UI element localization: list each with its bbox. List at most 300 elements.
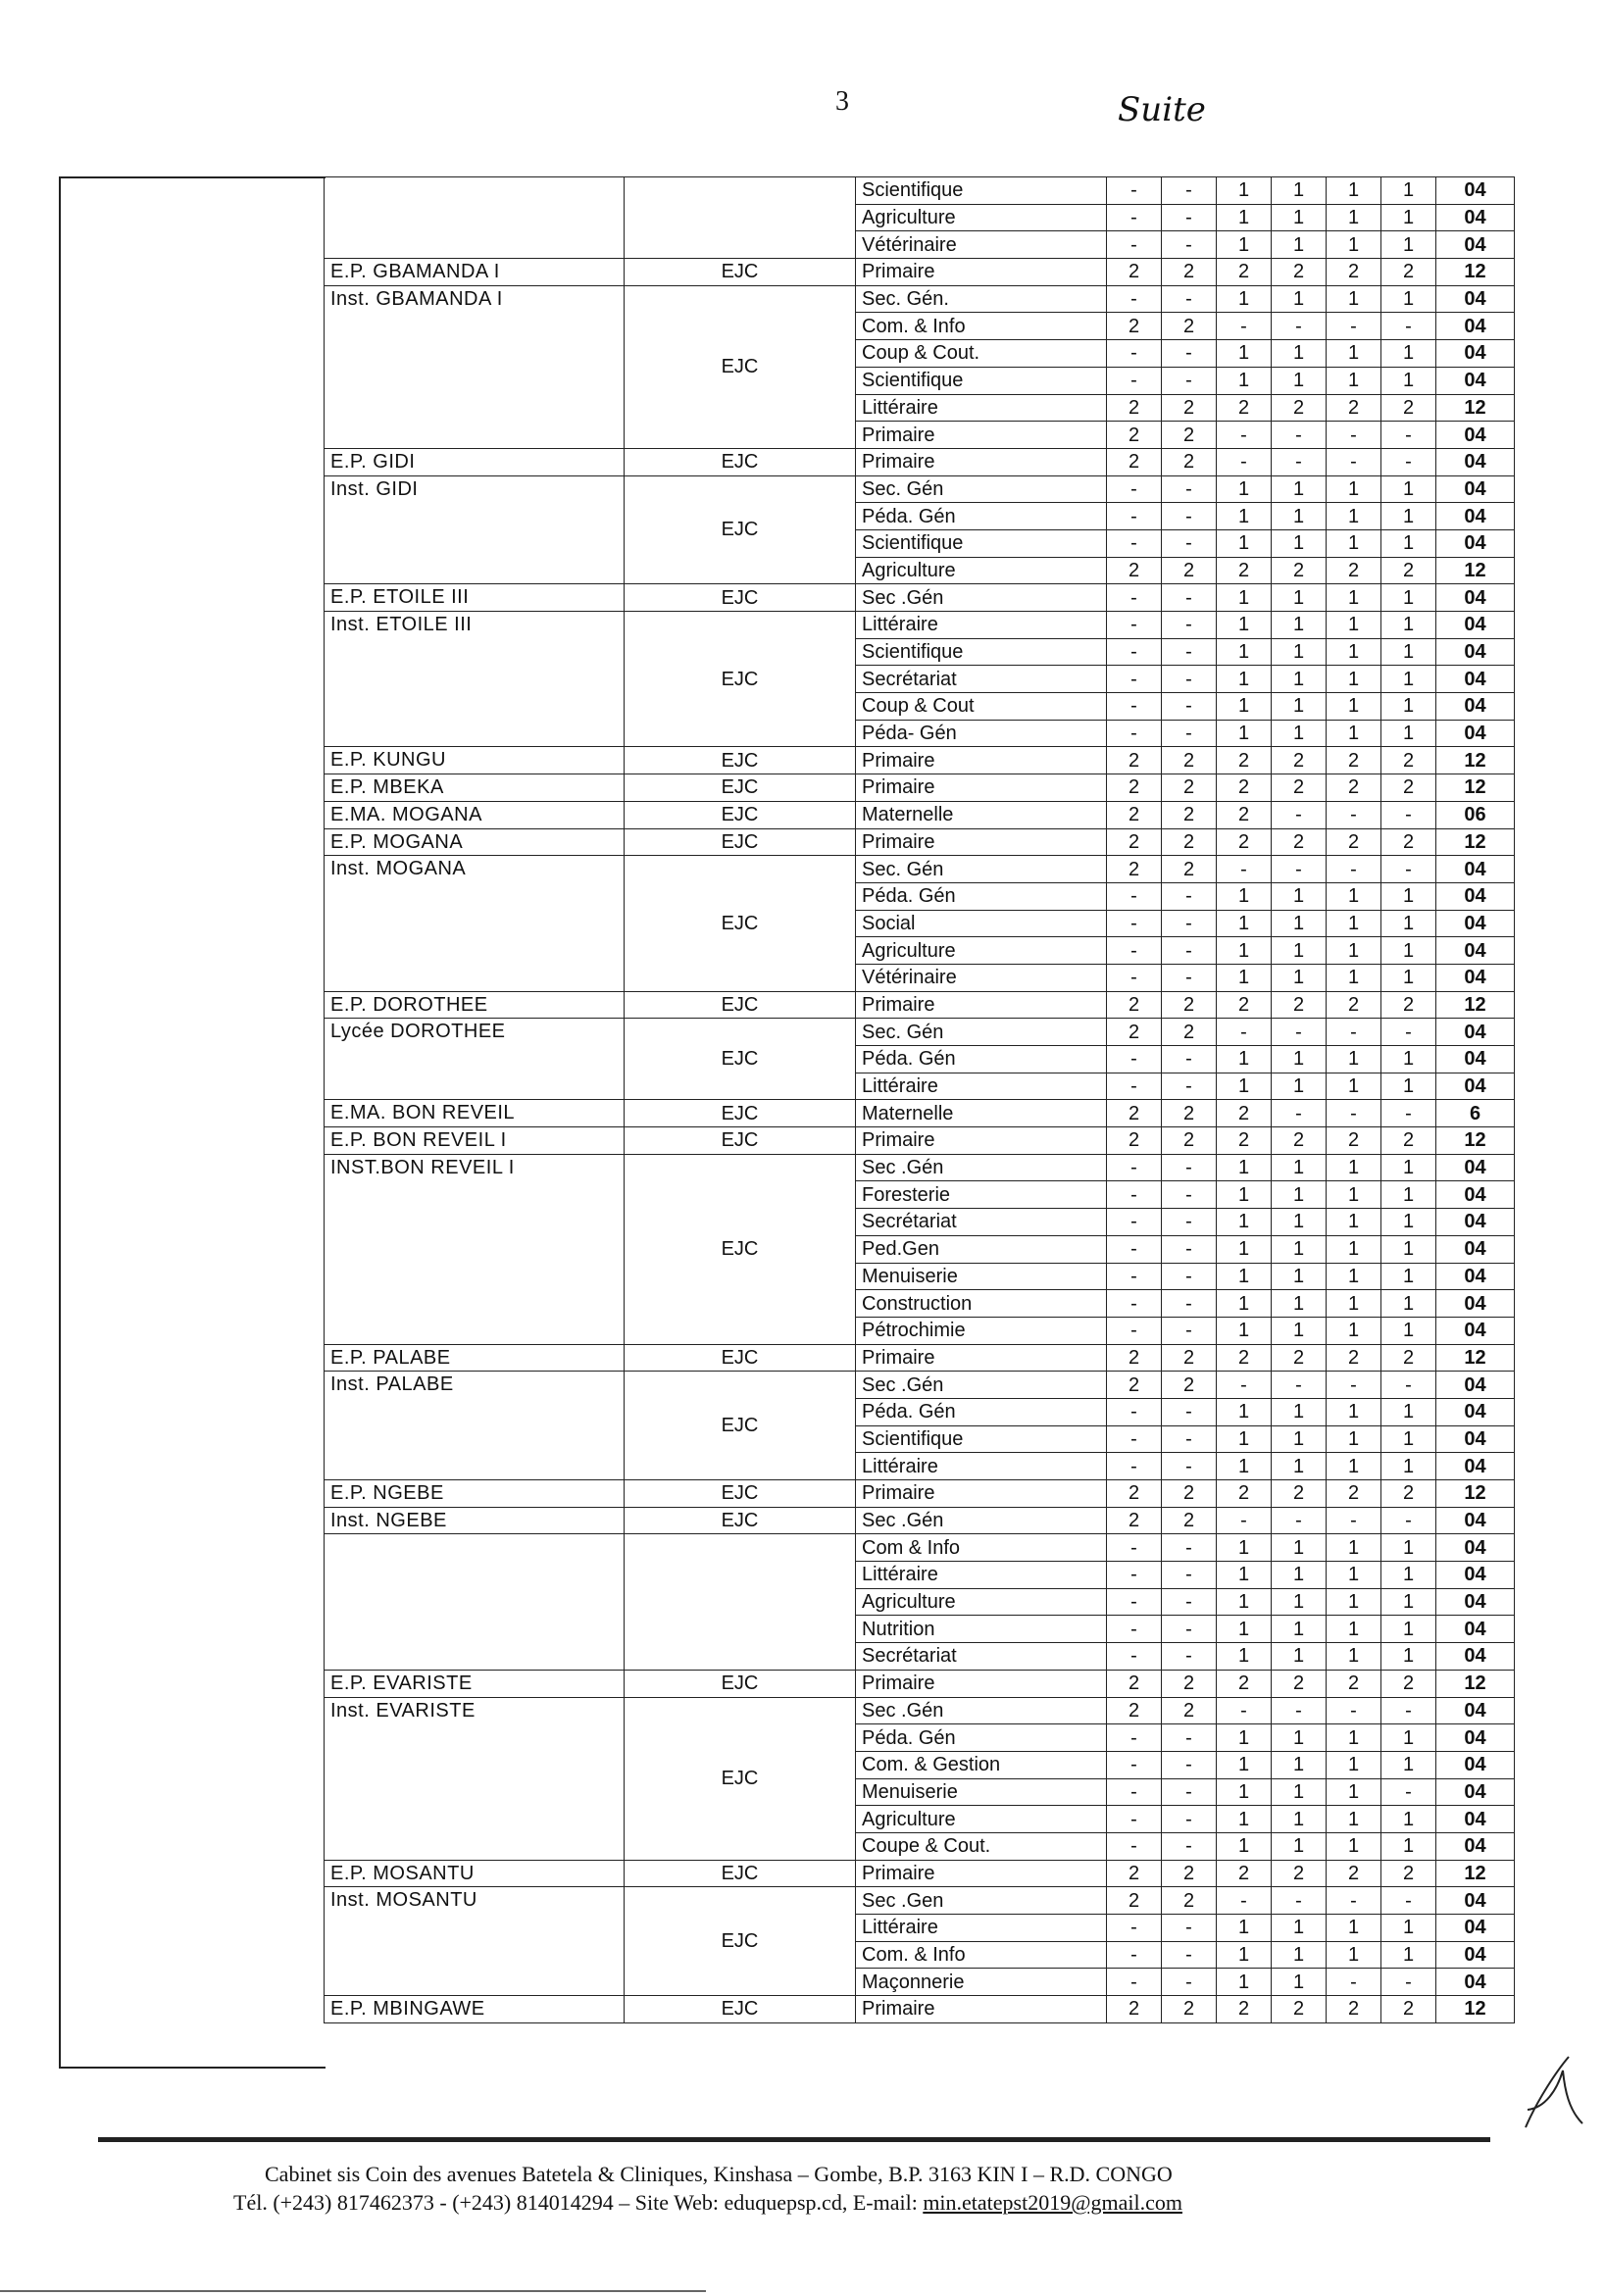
page-bottom-line	[0, 2290, 706, 2292]
class-count: 1	[1381, 1751, 1436, 1778]
class-count: 1	[1327, 1046, 1381, 1073]
option-name: Nutrition	[856, 1616, 1107, 1643]
class-count: -	[1107, 584, 1162, 612]
class-count: -	[1162, 475, 1217, 503]
regime: EJC	[625, 747, 856, 774]
class-count: -	[1107, 1046, 1162, 1073]
class-count: 2	[1217, 801, 1272, 828]
class-count: 2	[1381, 394, 1436, 422]
class-count: 2	[1327, 557, 1381, 584]
total-cell: 04	[1436, 1209, 1515, 1236]
class-count: -	[1381, 1372, 1436, 1399]
class-count: -	[1107, 1235, 1162, 1263]
class-count: 1	[1272, 1154, 1327, 1181]
total-cell: 6	[1436, 1100, 1515, 1127]
class-count: 1	[1217, 204, 1272, 231]
class-count: 1	[1327, 1941, 1381, 1969]
class-count: -	[1272, 422, 1327, 449]
option-name: Coup & Cout.	[856, 340, 1107, 368]
class-count: 1	[1272, 340, 1327, 368]
class-count: -	[1162, 964, 1217, 991]
class-count: -	[1107, 1616, 1162, 1643]
table-row	[325, 991, 1515, 1019]
class-count: 1	[1381, 1290, 1436, 1318]
table-row	[325, 1344, 1515, 1372]
class-count: 2	[1162, 394, 1217, 422]
option-name: Péda. Gén	[856, 1398, 1107, 1425]
class-count: 2	[1272, 1670, 1327, 1697]
school-name: Inst. PALABE	[325, 1372, 625, 1480]
class-count: 2	[1217, 557, 1272, 584]
class-count: 2	[1162, 747, 1217, 774]
class-count: 1	[1217, 1154, 1272, 1181]
total-cell: 04	[1436, 340, 1515, 368]
class-count: -	[1162, 1562, 1217, 1589]
class-count: -	[1162, 1290, 1217, 1318]
class-count: 2	[1272, 828, 1327, 856]
class-count: 1	[1272, 720, 1327, 747]
option-name: Péda. Gén	[856, 1046, 1107, 1073]
class-count: 2	[1381, 991, 1436, 1019]
class-count: 1	[1272, 1209, 1327, 1236]
class-count: -	[1162, 910, 1217, 937]
class-count: 2	[1162, 1697, 1217, 1724]
regime: EJC	[625, 856, 856, 991]
total-cell: 04	[1436, 1562, 1515, 1589]
total-cell: 04	[1436, 666, 1515, 693]
school-name: E.P. GIDI	[325, 448, 625, 475]
class-count: 2	[1272, 394, 1327, 422]
school-name: Inst. MOSANTU	[325, 1887, 625, 1996]
class-count: 1	[1217, 1941, 1272, 1969]
class-count: -	[1327, 313, 1381, 340]
school-name: E.P. MBINGAWE	[325, 1996, 625, 2023]
class-count: 1	[1272, 1181, 1327, 1209]
class-count: -	[1107, 1832, 1162, 1860]
class-count: -	[1272, 1887, 1327, 1915]
class-count: 1	[1381, 720, 1436, 747]
total-cell: 04	[1436, 720, 1515, 747]
option-name: Primaire	[856, 422, 1107, 449]
total-cell: 04	[1436, 1616, 1515, 1643]
class-count: 2	[1162, 991, 1217, 1019]
class-count: 1	[1217, 1046, 1272, 1073]
class-count: -	[1162, 1969, 1217, 1996]
option-name: Scientifique	[856, 177, 1107, 205]
class-count: -	[1162, 666, 1217, 693]
table-row	[325, 1127, 1515, 1155]
footer-email-link[interactable]: min.etatepst2019@gmail.com	[923, 2190, 1182, 2215]
class-count: 2	[1107, 1480, 1162, 1508]
table-row	[325, 1996, 1515, 2023]
class-count: -	[1162, 1317, 1217, 1344]
class-count: 2	[1327, 1670, 1381, 1697]
table-row	[325, 475, 1515, 503]
class-count: 2	[1107, 448, 1162, 475]
table-row	[325, 259, 1515, 286]
table-row	[325, 747, 1515, 774]
option-name: Construction	[856, 1290, 1107, 1318]
class-count: 2	[1272, 991, 1327, 1019]
class-count: -	[1107, 529, 1162, 557]
class-count: -	[1107, 638, 1162, 666]
class-count: 2	[1327, 1344, 1381, 1372]
total-cell: 06	[1436, 801, 1515, 828]
class-count: 1	[1272, 503, 1327, 530]
total-cell: 04	[1436, 1724, 1515, 1752]
class-count: 1	[1217, 1073, 1272, 1100]
class-count: -	[1217, 422, 1272, 449]
class-count: 1	[1217, 1453, 1272, 1480]
class-count: 2	[1107, 557, 1162, 584]
class-count: -	[1272, 856, 1327, 883]
class-count: 1	[1217, 1724, 1272, 1752]
option-name: Primaire	[856, 774, 1107, 802]
total-cell: 12	[1436, 1860, 1515, 1887]
total-cell: 04	[1436, 638, 1515, 666]
class-count: 2	[1217, 747, 1272, 774]
class-count: -	[1107, 1290, 1162, 1318]
class-count: -	[1162, 1398, 1217, 1425]
class-count: 1	[1217, 1317, 1272, 1344]
class-count: -	[1162, 1724, 1217, 1752]
option-name: Agriculture	[856, 1588, 1107, 1616]
class-count: 1	[1217, 666, 1272, 693]
class-count: -	[1162, 285, 1217, 313]
school-name: E.P. KUNGU	[325, 747, 625, 774]
class-count: 2	[1217, 774, 1272, 802]
class-count: 1	[1327, 1235, 1381, 1263]
class-count: 2	[1217, 1670, 1272, 1697]
class-count: 1	[1272, 1915, 1327, 1942]
class-count: 2	[1107, 259, 1162, 286]
class-count: 1	[1217, 529, 1272, 557]
table-row	[325, 1507, 1515, 1534]
total-cell: 04	[1436, 856, 1515, 883]
class-count: 1	[1272, 1724, 1327, 1752]
school-name: E.P. MBEKA	[325, 774, 625, 802]
class-count: 2	[1217, 259, 1272, 286]
class-count: 1	[1327, 231, 1381, 259]
class-count: 1	[1327, 1724, 1381, 1752]
class-count: 1	[1217, 1643, 1272, 1671]
class-count: -	[1107, 964, 1162, 991]
regime: EJC	[625, 1887, 856, 1996]
option-name: Littéraire	[856, 1453, 1107, 1480]
class-count: -	[1327, 1887, 1381, 1915]
total-cell: 04	[1436, 503, 1515, 530]
total-cell: 04	[1436, 1046, 1515, 1073]
class-count: 2	[1107, 1344, 1162, 1372]
class-count: -	[1217, 1507, 1272, 1534]
class-count: -	[1272, 1372, 1327, 1399]
class-count: 2	[1327, 774, 1381, 802]
total-cell: 12	[1436, 1996, 1515, 2023]
signature-mark	[1518, 2051, 1586, 2139]
option-name: Ped.Gen	[856, 1235, 1107, 1263]
option-name: Maternelle	[856, 1100, 1107, 1127]
class-count: 2	[1107, 801, 1162, 828]
footer-contact-text: Tél. (+243) 817462373 - (+243) 814014294 – Site Web: eduquepsp.cd, E-mail:	[233, 2190, 924, 2215]
table-row	[325, 1480, 1515, 1508]
class-count: -	[1107, 204, 1162, 231]
class-count: 1	[1381, 367, 1436, 394]
class-count: -	[1381, 801, 1436, 828]
option-name: Primaire	[856, 1344, 1107, 1372]
class-count: 2	[1272, 1127, 1327, 1155]
option-name: Secrétariat	[856, 1209, 1107, 1236]
regime: EJC	[625, 801, 856, 828]
class-count: -	[1217, 1019, 1272, 1046]
table-row	[325, 828, 1515, 856]
class-count: 1	[1327, 1534, 1381, 1562]
class-count: 1	[1327, 503, 1381, 530]
class-count: -	[1381, 1697, 1436, 1724]
class-count: 1	[1381, 666, 1436, 693]
class-count: -	[1107, 1534, 1162, 1562]
class-count: 1	[1217, 910, 1272, 937]
class-count: 1	[1272, 529, 1327, 557]
class-count: 1	[1381, 1154, 1436, 1181]
class-count: 2	[1107, 747, 1162, 774]
school-name: E.P. NGEBE	[325, 1480, 625, 1508]
school-name: E.P. ETOILE III	[325, 584, 625, 612]
class-count: 1	[1217, 1534, 1272, 1562]
class-count: -	[1162, 1643, 1217, 1671]
school-name: E.P. BON REVEIL I	[325, 1127, 625, 1155]
class-count: 2	[1381, 828, 1436, 856]
class-count: -	[1162, 1154, 1217, 1181]
total-cell: 04	[1436, 1588, 1515, 1616]
class-count: 2	[1217, 1127, 1272, 1155]
school-name: Inst. ETOILE III	[325, 612, 625, 747]
class-count: 1	[1381, 882, 1436, 910]
class-count: 1	[1327, 1263, 1381, 1290]
class-count: 1	[1217, 231, 1272, 259]
option-name: Sec. Gén	[856, 1019, 1107, 1046]
class-count: -	[1107, 1643, 1162, 1671]
class-count: 2	[1107, 1697, 1162, 1724]
class-count: 2	[1272, 259, 1327, 286]
footer-contact	[233, 2190, 1371, 2216]
class-count: -	[1162, 1534, 1217, 1562]
table-row	[325, 612, 1515, 639]
regime: EJC	[625, 1860, 856, 1887]
class-count: -	[1162, 612, 1217, 639]
class-count: 1	[1327, 964, 1381, 991]
total-cell: 04	[1436, 1643, 1515, 1671]
class-count: 1	[1327, 720, 1381, 747]
class-count: 1	[1327, 1425, 1381, 1453]
regime: EJC	[625, 774, 856, 802]
class-count: 2	[1162, 1127, 1217, 1155]
option-name: Sec. Gén.	[856, 285, 1107, 313]
class-count: 1	[1327, 1778, 1381, 1806]
total-cell: 12	[1436, 1670, 1515, 1697]
total-cell: 04	[1436, 1832, 1515, 1860]
class-count: 2	[1162, 1372, 1217, 1399]
class-count: 1	[1381, 584, 1436, 612]
option-name: Sec. Gén	[856, 856, 1107, 883]
class-count: 1	[1381, 1398, 1436, 1425]
option-name: Sec .Gen	[856, 1887, 1107, 1915]
class-count: 1	[1272, 1616, 1327, 1643]
class-count: 2	[1162, 313, 1217, 340]
class-count: -	[1107, 231, 1162, 259]
class-count: -	[1162, 584, 1217, 612]
class-count: 1	[1272, 1562, 1327, 1589]
class-count: 2	[1327, 1127, 1381, 1155]
class-count: 2	[1107, 1507, 1162, 1534]
total-cell: 04	[1436, 693, 1515, 721]
total-cell: 04	[1436, 422, 1515, 449]
class-count: 1	[1217, 177, 1272, 205]
option-name: Primaire	[856, 747, 1107, 774]
option-name: Pétrochimie	[856, 1317, 1107, 1344]
class-count: 1	[1381, 1588, 1436, 1616]
total-cell: 12	[1436, 828, 1515, 856]
total-cell: 04	[1436, 1317, 1515, 1344]
table-row	[325, 801, 1515, 828]
class-count: 1	[1327, 1317, 1381, 1344]
class-count: 2	[1381, 1127, 1436, 1155]
option-name: Primaire	[856, 1480, 1107, 1508]
school-name: E.P. MOGANA	[325, 828, 625, 856]
class-count: 2	[1107, 1100, 1162, 1127]
class-count: 2	[1381, 1996, 1436, 2023]
class-count: 2	[1217, 394, 1272, 422]
class-count: 1	[1272, 1046, 1327, 1073]
class-count: 1	[1327, 475, 1381, 503]
class-count: 2	[1162, 1100, 1217, 1127]
class-count: 1	[1272, 1398, 1327, 1425]
total-cell: 12	[1436, 1480, 1515, 1508]
total-cell: 04	[1436, 612, 1515, 639]
class-count: -	[1381, 422, 1436, 449]
class-count: -	[1162, 882, 1217, 910]
option-name: Com. & Info	[856, 313, 1107, 340]
class-count: -	[1107, 1562, 1162, 1589]
option-name: Foresterie	[856, 1181, 1107, 1209]
class-count: 1	[1381, 204, 1436, 231]
class-count: 2	[1327, 1996, 1381, 2023]
school-name: E.P. PALABE	[325, 1344, 625, 1372]
table-row	[325, 774, 1515, 802]
total-cell: 12	[1436, 1127, 1515, 1155]
class-count: 2	[1327, 259, 1381, 286]
option-name: Secrétariat	[856, 666, 1107, 693]
class-count: -	[1217, 856, 1272, 883]
class-count: -	[1381, 313, 1436, 340]
option-name: Littéraire	[856, 1562, 1107, 1589]
class-count: 2	[1272, 1860, 1327, 1887]
class-count: 1	[1272, 1425, 1327, 1453]
class-count: 1	[1381, 1643, 1436, 1671]
class-count: 1	[1381, 475, 1436, 503]
total-cell: 04	[1436, 1073, 1515, 1100]
footer-address: Cabinet sis Coin des avenues Batetela & Cliniques, Kinshasa – Gombe, B.P. 3163 KIN I – R.D. CONGO	[265, 2162, 1173, 2186]
total-cell: 04	[1436, 313, 1515, 340]
class-count: -	[1162, 1832, 1217, 1860]
class-count: -	[1327, 1507, 1381, 1534]
class-count: 1	[1272, 910, 1327, 937]
class-count: -	[1162, 1751, 1217, 1778]
class-count: -	[1327, 801, 1381, 828]
class-count: 1	[1381, 910, 1436, 937]
regime: EJC	[625, 1507, 856, 1534]
class-count: -	[1327, 1697, 1381, 1724]
class-count: 1	[1381, 1534, 1436, 1562]
class-count: -	[1107, 503, 1162, 530]
class-count: -	[1272, 1019, 1327, 1046]
class-count: 1	[1327, 340, 1381, 368]
class-count: -	[1107, 1724, 1162, 1752]
class-count: -	[1217, 448, 1272, 475]
class-count: -	[1272, 1507, 1327, 1534]
regime: EJC	[625, 1100, 856, 1127]
total-cell: 12	[1436, 774, 1515, 802]
option-name: Social	[856, 910, 1107, 937]
class-count: -	[1381, 1019, 1436, 1046]
class-count: 2	[1217, 1100, 1272, 1127]
regime: EJC	[625, 448, 856, 475]
class-count: 2	[1162, 1860, 1217, 1887]
class-count: 1	[1327, 1209, 1381, 1236]
class-count: 2	[1327, 828, 1381, 856]
option-name: Sec .Gén	[856, 1154, 1107, 1181]
regime: EJC	[625, 1344, 856, 1372]
class-count: -	[1107, 367, 1162, 394]
class-count: 1	[1217, 285, 1272, 313]
class-count: 2	[1107, 1860, 1162, 1887]
class-count: 1	[1381, 503, 1436, 530]
class-count: 1	[1327, 1588, 1381, 1616]
class-count: -	[1381, 448, 1436, 475]
total-cell: 04	[1436, 1235, 1515, 1263]
total-cell: 04	[1436, 1290, 1515, 1318]
outer-frame	[59, 176, 326, 2069]
class-count: 1	[1217, 1832, 1272, 1860]
option-name: Scientifique	[856, 367, 1107, 394]
class-count: 1	[1272, 693, 1327, 721]
option-name: Littéraire	[856, 612, 1107, 639]
class-count: -	[1217, 1887, 1272, 1915]
class-count: -	[1107, 177, 1162, 205]
class-count: -	[1107, 1425, 1162, 1453]
class-count: -	[1107, 1453, 1162, 1480]
regime: EJC	[625, 1480, 856, 1508]
class-count: -	[1162, 937, 1217, 965]
class-count: 1	[1272, 638, 1327, 666]
class-count: 1	[1217, 503, 1272, 530]
regime: EJC	[625, 285, 856, 448]
option-name: Péda. Gén	[856, 1724, 1107, 1752]
class-count: 2	[1162, 801, 1217, 828]
class-count: 1	[1217, 367, 1272, 394]
class-count: 2	[1327, 1480, 1381, 1508]
class-count: 1	[1327, 1915, 1381, 1942]
class-count: -	[1162, 1073, 1217, 1100]
class-count: 1	[1272, 1263, 1327, 1290]
class-count: 1	[1381, 1562, 1436, 1589]
option-name: Com. & Info	[856, 1941, 1107, 1969]
school-name: Inst. EVARISTE	[325, 1697, 625, 1860]
class-count: 1	[1272, 1643, 1327, 1671]
class-count: 1	[1381, 177, 1436, 205]
total-cell: 04	[1436, 231, 1515, 259]
total-cell: 04	[1436, 1263, 1515, 1290]
class-count: 1	[1381, 1425, 1436, 1453]
